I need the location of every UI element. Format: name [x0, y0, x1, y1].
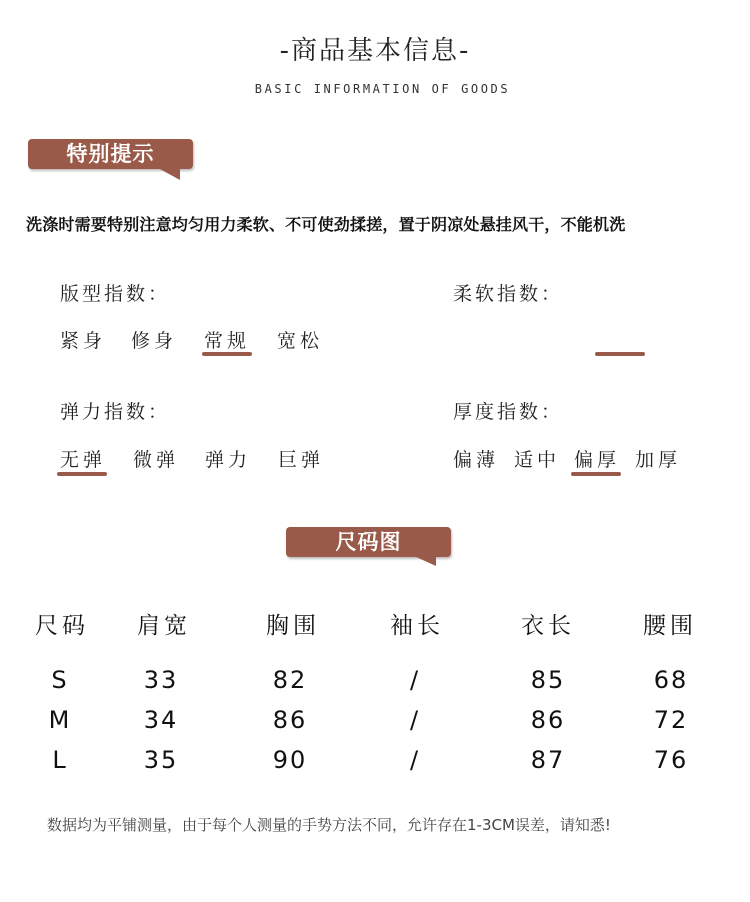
- elasticity-option-none: 无弹: [60, 449, 107, 471]
- sleeve-cell: /: [409, 746, 421, 774]
- thickness-option-thin: 偏薄: [453, 449, 500, 471]
- waist-cell: 76: [653, 746, 689, 774]
- shoulder-cell: 34: [143, 706, 179, 734]
- length-cell: 87: [530, 746, 566, 774]
- special-notice-tag: [28, 139, 193, 169]
- sleeve-header: 袖长: [390, 613, 444, 639]
- elasticity-index-label: 弹力指数：: [60, 401, 171, 423]
- special-notice-tag-label: 特别提示: [66, 142, 155, 166]
- fit-index-label: 版型指数：: [60, 283, 171, 305]
- size-cell: L: [52, 746, 68, 774]
- size-cell: M: [48, 706, 72, 734]
- waist-cell: 72: [653, 706, 689, 734]
- thickness-index-label: 厚度指数：: [453, 401, 564, 423]
- fit-option-tight: 紧身: [60, 330, 107, 352]
- elasticity-selected-underline: [57, 472, 107, 476]
- fit-selected-underline: [202, 352, 252, 356]
- chest-header: 胸围: [266, 613, 320, 639]
- page-subtitle: BASIC INFORMATION OF GOODS: [254, 82, 511, 96]
- shoulder-cell: 33: [143, 666, 179, 694]
- softness-selected-underline: [595, 352, 645, 356]
- thickness-option-medium: 适中: [514, 449, 561, 471]
- measurement-note: 数据均为平铺测量，由于每个人测量的手势方法不同，允许存在1-3CM误差，请知悉!: [47, 816, 611, 834]
- fit-option-loose: 宽松: [277, 330, 324, 352]
- sleeve-cell: /: [409, 666, 421, 694]
- fit-option-slim: 修身: [131, 330, 178, 352]
- chest-cell: 90: [272, 746, 308, 774]
- length-cell: 85: [530, 666, 566, 694]
- waist-cell: 68: [653, 666, 689, 694]
- elasticity-option-slight: 微弹: [133, 449, 180, 471]
- care-instructions: 洗涤时需要特别注意均匀用力柔软、不可使劲揉搓，置于阴凉处悬挂风干，不能机洗: [26, 215, 626, 234]
- size-chart-tag-label: 尺码图: [335, 530, 402, 554]
- elasticity-option-super: 巨弹: [278, 449, 325, 471]
- size-chart-tag-tail: [414, 556, 436, 566]
- size-cell: S: [51, 666, 69, 694]
- thickness-option-thick: 偏厚: [574, 449, 621, 471]
- shoulder-header: 肩宽: [137, 613, 191, 639]
- thickness-selected-underline: [571, 472, 621, 476]
- length-header: 衣长: [521, 613, 575, 639]
- fit-option-regular: 常规: [204, 330, 251, 352]
- chest-cell: 82: [272, 666, 308, 694]
- chest-cell: 86: [272, 706, 308, 734]
- waist-header: 腰围: [643, 613, 697, 639]
- thickness-option-extra-thick: 加厚: [635, 449, 682, 471]
- shoulder-cell: 35: [143, 746, 179, 774]
- page-title: -商品基本信息-: [279, 36, 471, 66]
- size-chart-tag: [286, 527, 451, 557]
- elasticity-option-elastic: 弹力: [205, 449, 252, 471]
- softness-index-label: 柔软指数：: [453, 283, 564, 305]
- sleeve-cell: /: [409, 706, 421, 734]
- length-cell: 86: [530, 706, 566, 734]
- special-notice-tag-tail: [158, 168, 180, 180]
- size-header: 尺码: [35, 613, 89, 639]
